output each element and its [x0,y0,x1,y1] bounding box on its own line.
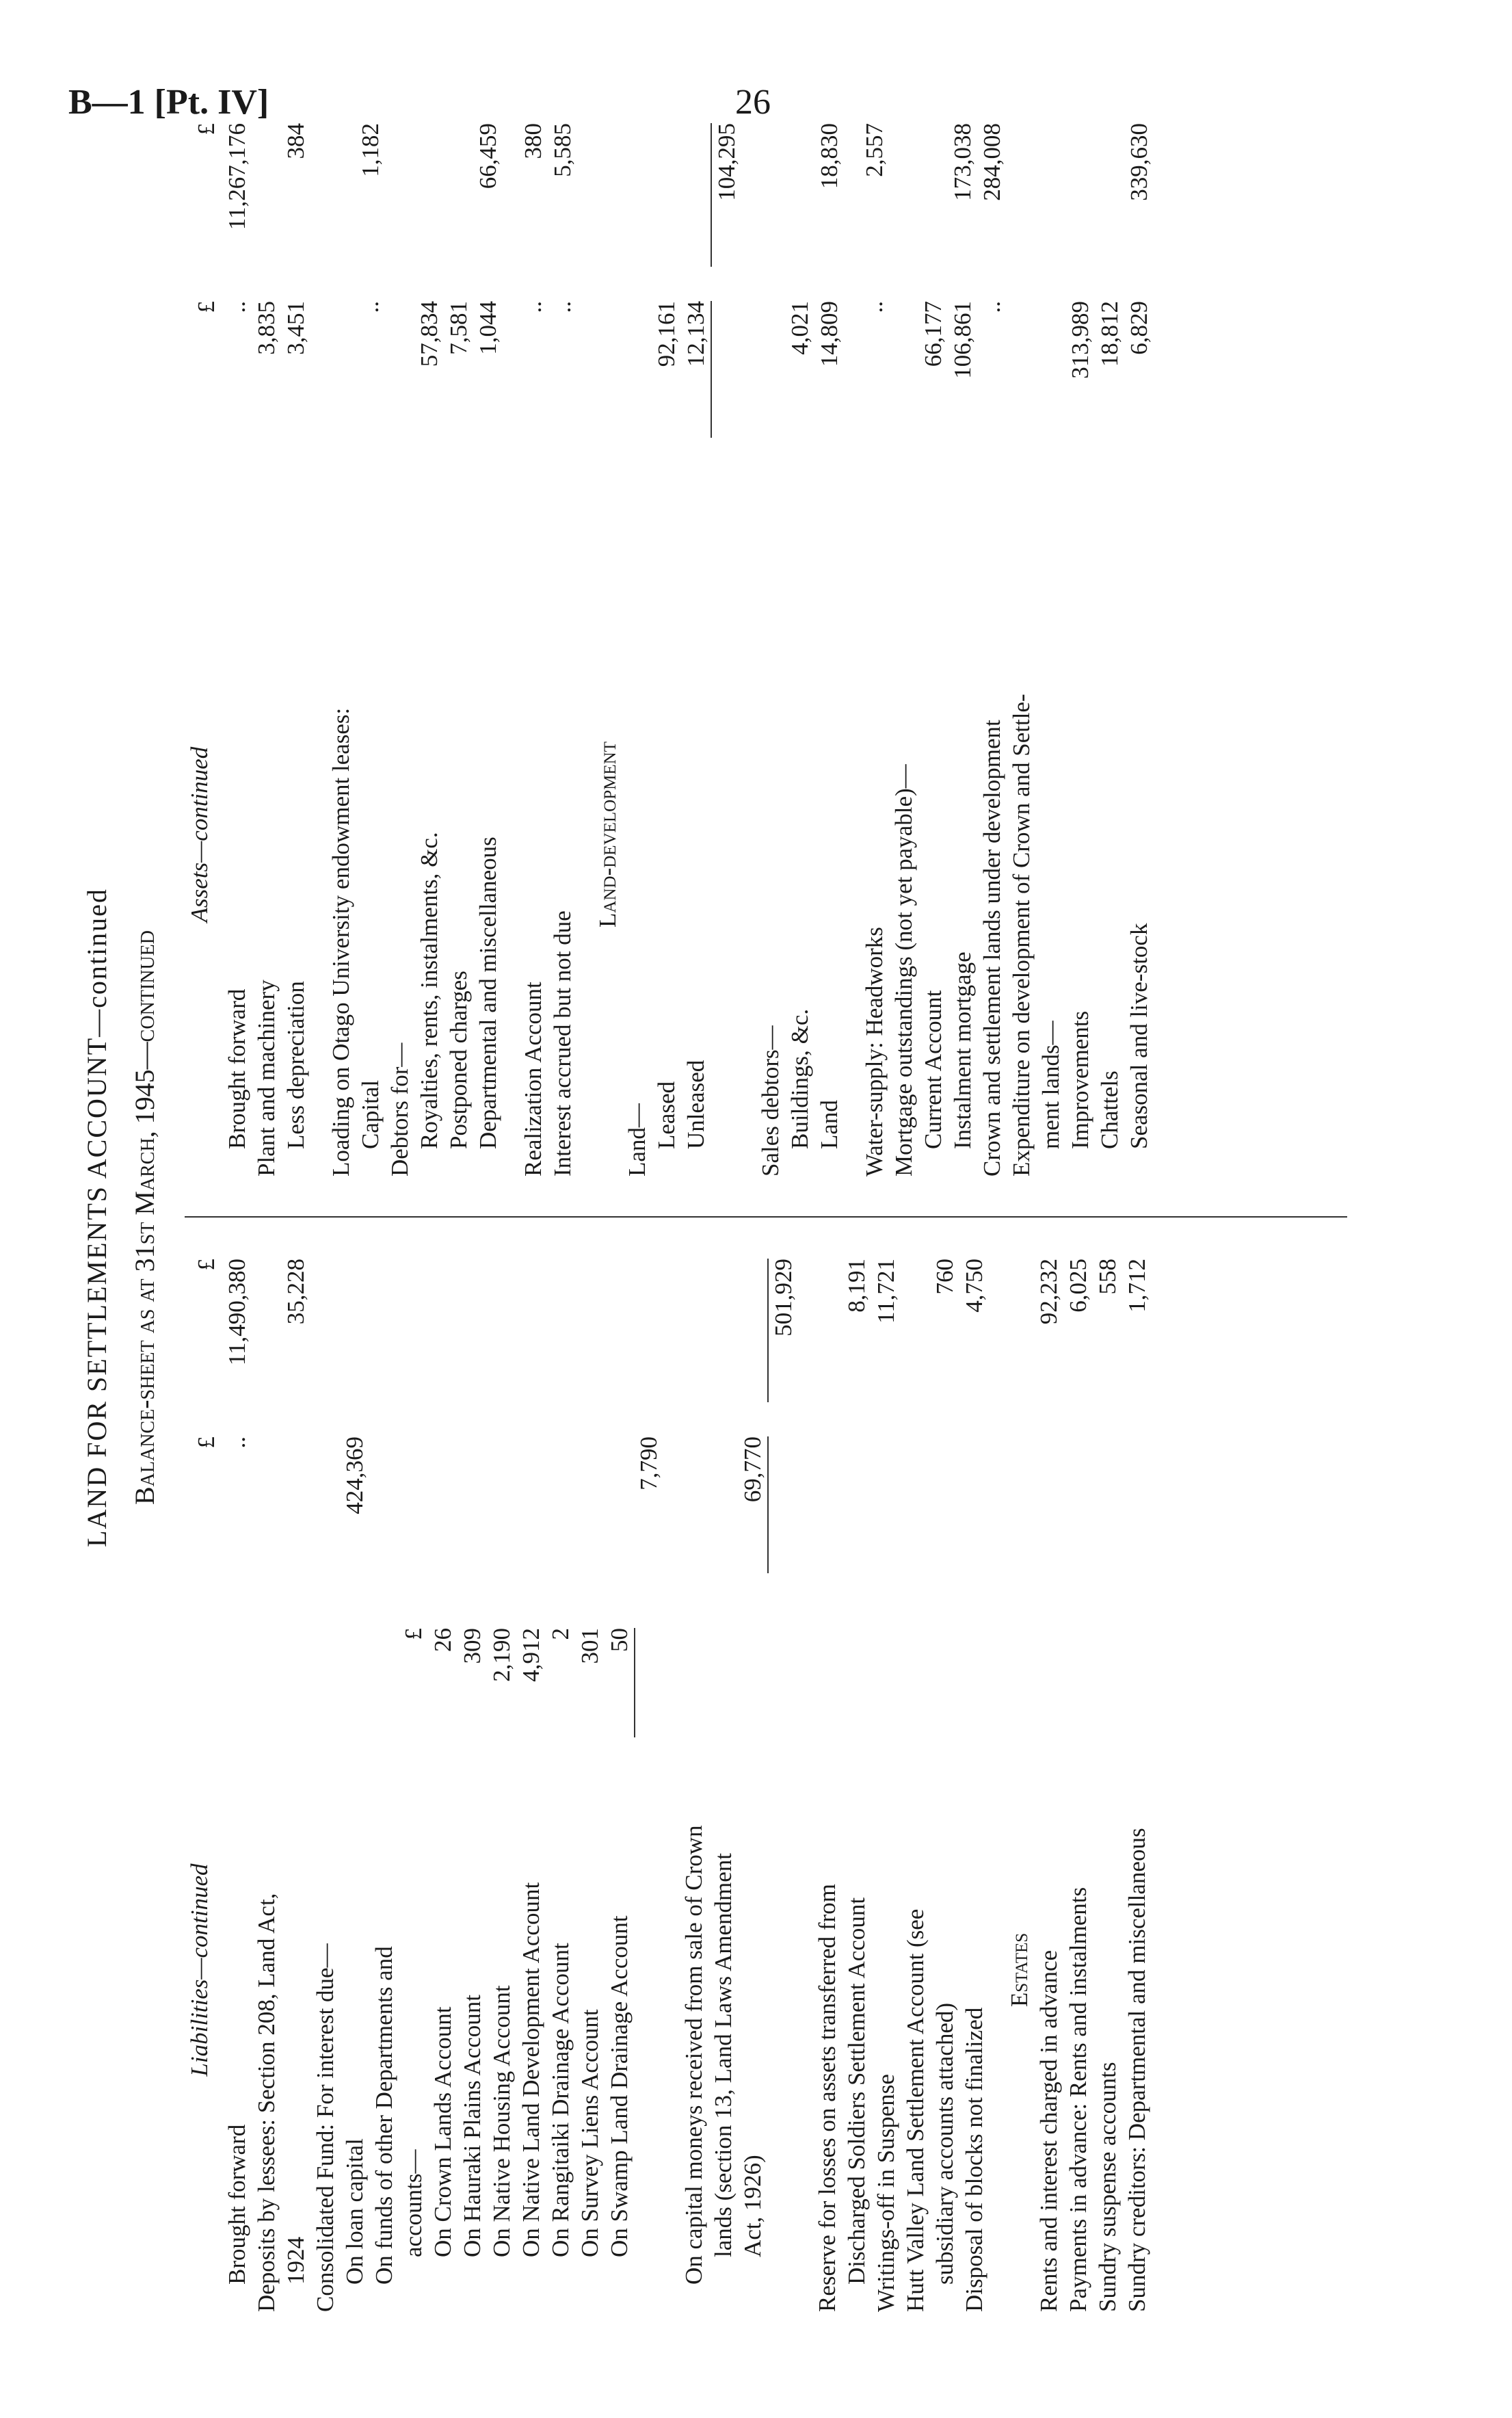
asset-amount-c1: 7,581 [445,301,472,355]
liability-row [1093,1259,1122,2312]
asset-label: Sales debtors— [757,1025,784,1177]
liability-row [634,1259,663,2312]
asset-label: Postponed charges [445,971,472,1149]
asset-amount-c1: .. [861,301,888,313]
asset-label: Interest accrued but not due [549,910,576,1177]
liability-amount-c1: 424,369 [341,1436,368,1514]
liability-row [428,1259,457,2312]
asset-amount-c1: 92,161 [653,301,680,367]
liability-amount-c2: 92,232 [1035,1259,1062,1325]
liability-label: 1924 [282,2237,309,2285]
asset-amount-c2: 173,038 [949,123,976,201]
asset-label: Unleased [682,1060,709,1149]
liability-label: On Survey Liens Account [576,2009,603,2257]
liability-amount-c2: 760 [931,1259,958,1295]
liability-label: On loan capital [341,2138,368,2285]
liability-label: On Rangitaiki Drainage Account [547,1943,574,2257]
liability-row [516,1259,546,2312]
liabilities-heading: Liabilities—continued [186,1863,213,2077]
liability-label: On Crown Lands Account [429,2006,456,2257]
liability-subtotal-rule [634,1628,635,1737]
liability-row [575,1259,605,2312]
liability-row [457,1259,487,2312]
asset-label: Expenditure on development of Crown and Settle- [1008,694,1035,1177]
liability-amount-c2: 558 [1094,1259,1121,1295]
asset-label: Improvements [1067,1010,1093,1149]
asset-amount-c2: 66,459 [475,123,501,189]
liability-label: Deposits by lessees: Section 208, Land Act, [253,1893,280,2312]
asset-label: Royalties, rents, instalments, &c. [416,832,442,1149]
asset-label: Instalment mortgage [949,951,976,1149]
liability-row [901,1259,930,2312]
asset-row [844,123,889,1177]
asset-amount-c1: 57,834 [416,301,442,367]
liability-amount-c1: .. [224,1436,250,1449]
asset-label: Land— [624,1103,650,1177]
asset-row [652,123,681,1177]
liability-row [222,1259,252,2312]
liability-amount-sub: £ [400,1628,427,1640]
asset-amount-c2: 104,295 [711,123,741,267]
liability-label: Disposal of blocks not finalized [961,2007,987,2312]
liability-label: On capital moneys received from sale of Crown [680,1825,707,2285]
asset-amount-c1: 14,809 [816,301,843,367]
assets-currency-2: £ [193,123,220,135]
page-number: 26 [735,83,771,122]
liability-label: Rents and interest charged in advance [1035,1949,1062,2312]
assets-list [222,123,1154,1177]
asset-row [252,123,281,1177]
asset-section-heading: Land-development [594,741,621,928]
asset-amount-c1: 66,177 [920,301,946,367]
account-title: LAND FOR SETTLEMENTS ACCOUNT—continued [81,888,112,1547]
asset-amount-c1: .. [520,301,546,313]
asset-label: Mortgage outstandings (not yet payable)— [890,764,917,1177]
liability-amount-c1: 7,790 [635,1436,662,1490]
balance-sheet-subtitle: Balance-sheet as at 31st March, 1945—continued [129,930,160,1506]
asset-row [356,123,385,1177]
asset-label: Realization Account [520,982,546,1177]
asset-row [622,123,652,1177]
asset-row [444,123,473,1177]
liability-row [959,1259,989,2312]
asset-row [385,123,414,1177]
liability-label: On Native Housing Account [488,1985,515,2257]
asset-row [503,123,548,1177]
asset-amount-c1: 106,861 [949,301,976,379]
liability-amount-sub: 26 [429,1628,456,1652]
liability-amount-c2: 1,712 [1124,1259,1150,1313]
asset-amount-c2: 11,267,176 [224,123,250,231]
asset-label: Departmental and miscellaneous [475,837,501,1149]
asset-label: Land [816,1100,843,1149]
asset-amount-c2: 339,630 [1126,123,1152,201]
liability-row [1122,1259,1152,2312]
asset-amount-c1: 4,021 [786,301,813,355]
liability-row [281,1259,310,2312]
asset-label: Debtors for— [386,1042,413,1177]
asset-row [548,123,577,1177]
column-divider [185,1216,1347,1218]
asset-row [681,123,711,1177]
asset-label: Leased [653,1081,680,1149]
liability-row [842,1259,871,2312]
asset-row [711,123,740,1177]
assets-currency-1: £ [193,301,220,313]
asset-amount-c2: 5,585 [549,123,576,177]
liability-amount-sub: 309 [459,1628,486,1664]
liability-amount-c2: 501,929 [767,1259,798,1402]
liability-amount-c2: 11,721 [873,1259,899,1324]
asset-row [785,123,814,1177]
liability-label: Consolidated Fund: For interest due— [312,1943,339,2312]
asset-row [222,123,252,1177]
liability-label: accounts— [400,2149,427,2257]
asset-label: Water-supply: Headworks [861,927,888,1177]
asset-label: Less depreciation [282,981,309,1149]
asset-label: Seasonal and live-stock [1126,923,1152,1149]
asset-label: Buildings, &c. [786,1008,813,1149]
liability-label: Discharged Soldiers Settlement Account [843,1897,870,2285]
liability-row [487,1259,516,2312]
liability-row [1063,1259,1093,2312]
asset-amount-c2: 2,557 [861,123,888,177]
asset-label: Capital [357,1079,384,1149]
assets-heading: Assets—continued [186,746,213,923]
liability-row [767,1259,797,2312]
liability-amount-sub: 301 [576,1628,603,1664]
asset-amount-c1: 313,989 [1067,301,1093,379]
liability-label: lands (section 13, Land Laws Amendment [710,1853,737,2257]
liability-amount-sub: 2 [547,1628,574,1640]
liability-row [252,1259,281,2312]
asset-row [1124,123,1154,1177]
asset-row [977,123,1007,1177]
liability-row [310,1259,340,2312]
asset-row [281,123,310,1177]
asset-amount-c1: .. [224,301,250,313]
liability-amount-sub: 4,912 [518,1628,544,1682]
liability-label: On Hauraki Plains Account [459,1995,486,2257]
asset-label: Crown and settlement lands under development [979,720,1005,1177]
liability-label: Hutt Valley Land Settlement Account (see [902,1908,929,2312]
asset-row [740,123,785,1177]
asset-label: ment lands— [1037,1021,1064,1149]
liability-label: Brought forward [224,2124,250,2285]
asset-row [814,123,844,1177]
liability-label: On funds of other Departments and [371,1946,397,2285]
asset-amount-c1: .. [357,301,384,313]
asset-row [889,123,918,1177]
asset-row [1036,123,1065,1177]
liability-label: On Swamp Land Drainage Account [606,1915,633,2257]
liability-amount-c1: 69,770 [739,1436,766,1503]
liability-amount-c2: 35,228 [282,1259,309,1325]
asset-label: Loading on Otago University endowment leases: [328,707,354,1177]
liability-amount-c2: 11,490,380 [224,1259,250,1366]
liability-row [708,1259,738,2312]
liability-label: On Native Land Development Account [518,1882,544,2257]
asset-amount-c1: .. [979,301,1005,313]
asset-label: Brought forward [224,988,250,1149]
page-id: B—1 [Pt. IV] [68,83,269,122]
liability-row [1034,1259,1063,2312]
asset-amount-c1: 3,451 [282,301,309,355]
asset-row [310,123,356,1177]
liability-row [738,1259,767,2312]
liability-label: Writings-off in Suspense [873,2074,899,2312]
liability-label: Reserve for losses on assets transferred from [814,1884,840,2312]
asset-amount-c2: 18,830 [816,123,843,189]
liability-amount-c2: 4,750 [961,1259,987,1313]
asset-amount-c1: 1,044 [475,301,501,355]
liability-row [871,1259,901,2312]
liability-total-rule [767,1436,769,1573]
liability-row [369,1259,399,2312]
asset-amount-c2: 284,008 [979,123,1005,201]
asset-amount-c1: 6,829 [1126,301,1152,355]
liabilities-currency-2: £ [193,1259,220,1271]
asset-row [577,123,622,1177]
liability-row [989,1259,1034,2312]
asset-row [414,123,444,1177]
asset-row [1095,123,1124,1177]
asset-amount-c2: 1,182 [357,123,384,177]
liability-row [340,1259,369,2312]
liability-row [797,1259,842,2312]
asset-row [948,123,977,1177]
liability-label: Sundry creditors: Departmental and miscellaneous [1124,1828,1150,2312]
liability-row [930,1259,959,2312]
liability-section-heading: Estates [1006,1932,1033,2008]
liability-amount-c2: 8,191 [843,1259,870,1313]
asset-row [1007,123,1036,1177]
asset-label: Chattels [1096,1070,1123,1149]
liability-label: Sundry suspense accounts [1094,2062,1121,2312]
asset-label: Plant and machinery [253,980,280,1177]
asset-label: Current Account [920,990,946,1149]
liability-row [605,1259,634,2312]
liability-amount-sub: 50 [606,1628,633,1652]
liabilities-list [222,1259,1152,2312]
liability-row [546,1259,575,2312]
asset-amount-c1: 3,835 [253,301,280,355]
liability-label: subsidiary accounts attached) [931,2002,958,2285]
liability-row [399,1259,428,2312]
liability-amount-c2: 6,025 [1065,1259,1091,1313]
asset-total-rule [711,301,712,438]
liability-label: Payments in advance: Rents and instalments [1065,1887,1091,2312]
liability-amount-sub: 2,190 [488,1628,515,1682]
asset-amount-c1: 12,134 [682,301,709,367]
balance-sheet [82,123,1354,2312]
asset-row [918,123,948,1177]
asset-amount-c1: .. [549,301,576,313]
liabilities-currency-1: £ [193,1436,220,1449]
asset-amount-c2: 380 [520,123,546,159]
asset-amount-c2: 384 [282,123,309,159]
asset-amount-c1: 18,812 [1096,301,1123,367]
asset-row [473,123,503,1177]
liability-row [663,1259,708,2312]
asset-row [1065,123,1095,1177]
liability-label: Act, 1926) [739,2155,766,2257]
